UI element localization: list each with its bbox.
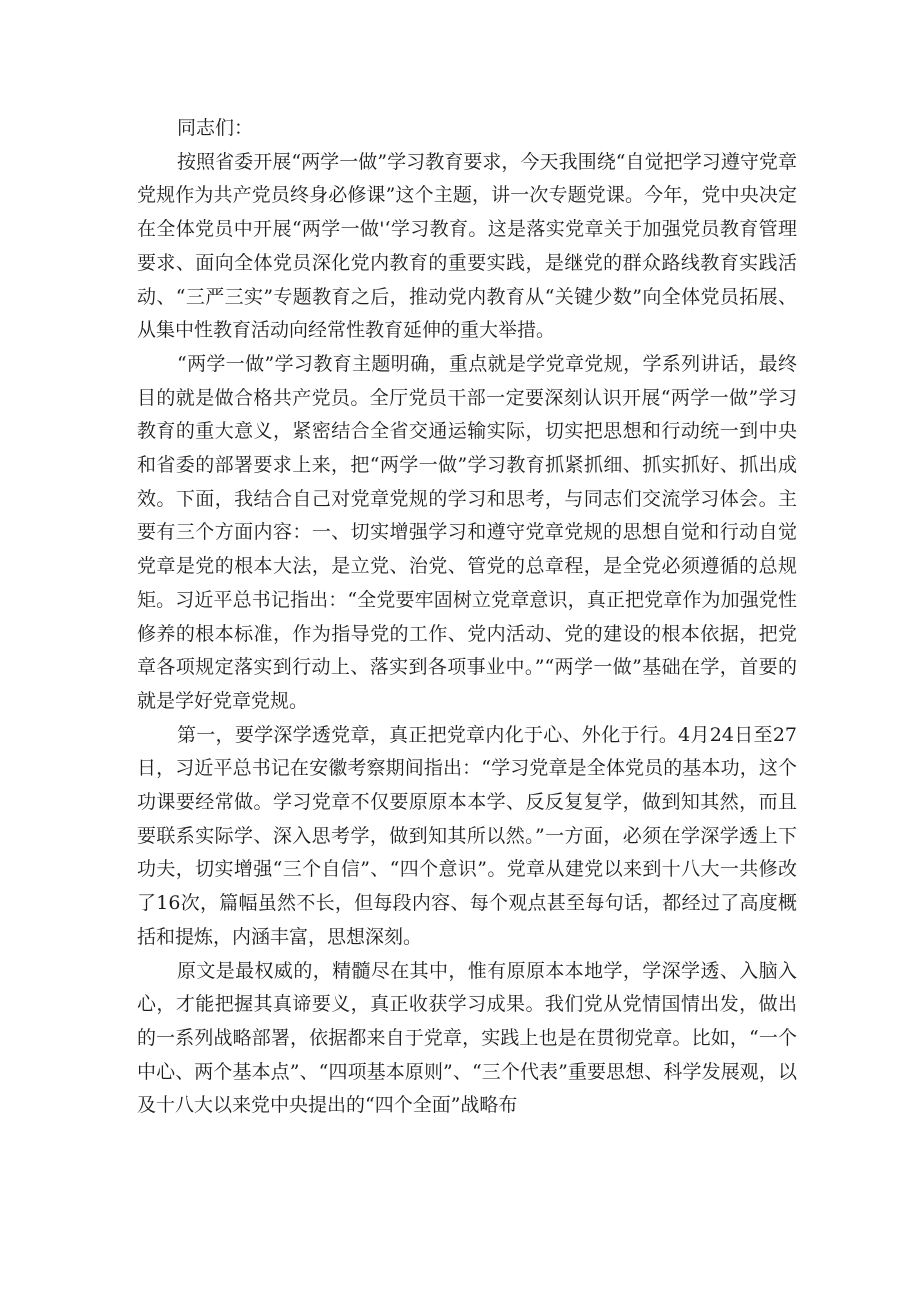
paragraph-3: 第一，要学深学透党章，真正把党章内化于心、外化于行。4月24日至27日，习近平总书记在安徽考察期间指出：“学习党章是全体党员的基本功，这个功课要经常做。学习党章不仅要原原本本学、反反复复学，做到知其然，而且要联系实际学、深入思考学，做到知其所以然。”一方面，必须在学深学透上下功夫，切实增强“三个自信”、“四个意识”。党章从建党以来到十八大一共修改了16次，篇幅虽然不长，但每段内容、每个观点甚至每句话，都经过了高度概括和提炼，内涵丰富，思想深刻。: [137, 723, 797, 948]
paragraph-4: 原文是最权威的，精髓尽在其中，惟有原原本本地学，学深学透、入脑入心，才能把握其真谛要义，真正收获学习成果。我们党从党情国情出发，做出的一系列战略部署，依据都来自于党章，实践上也是在贯彻党章。比如，“一个中心、两个基本点”、“四项基本原则”、“三个代表”重要思想、科学发展观，以及十八大以来党中央提出的“四个全面”战略布: [137, 959, 797, 1117]
document-body: [137, 112, 797, 1123]
salutation: 同志们：: [177, 117, 254, 139]
paragraph-1: 按照省委开展“两学一做”学习教育要求，今天我围绕“自觉把学习遵守党章党规作为共产党员终身必修课”这个主题，讲一次专题党课。今年，党中央决定在全体党员中开展“两学一做'‘学习教育。这是落实党章关于加强党员教育管理要求、面向全体党员深化党内教育的重要实践，是继党的群众路线教育实践活动、“三严三实”专题教育之后，推动党内教育从“关键少数”向全体党员拓展、从集中性教育活动向经常性教育延伸的重大举措。: [137, 150, 797, 342]
paragraph-2: “两学一做”学习教育主题明确，重点就是学党章党规，学系列讲话，最终目的就是做合格共产党员。全厅党员干部一定要深刻认识开展“两学一做”学习教育的重大意义，紧密结合全省交通运输实际，切实把思想和行动统一到中央和省委的部署要求上来，把“两学一做”学习教育抓紧抓细、抓实抓好、抓出成效。下面，我结合自己对党章党规的学习和思考，与同志们交流学习体会。主要有三个方面内容：一、切实增强学习和遵守党章党规的思想自觉和行动自觉党章是党的根本大法，是立党、治党、管党的总章程，是全党必须遵循的总规矩。习近平总书记指出：“全党要牢固树立党章意识，真正把党章作为加强党性修养的根本标准，作为指导党的工作、党内活动、党的建设的根本依据，把党章各项规定落实到行动上、落实到各项事业中。”“两学一做”基础在学，首要的就是学好党章党规。: [137, 352, 797, 712]
